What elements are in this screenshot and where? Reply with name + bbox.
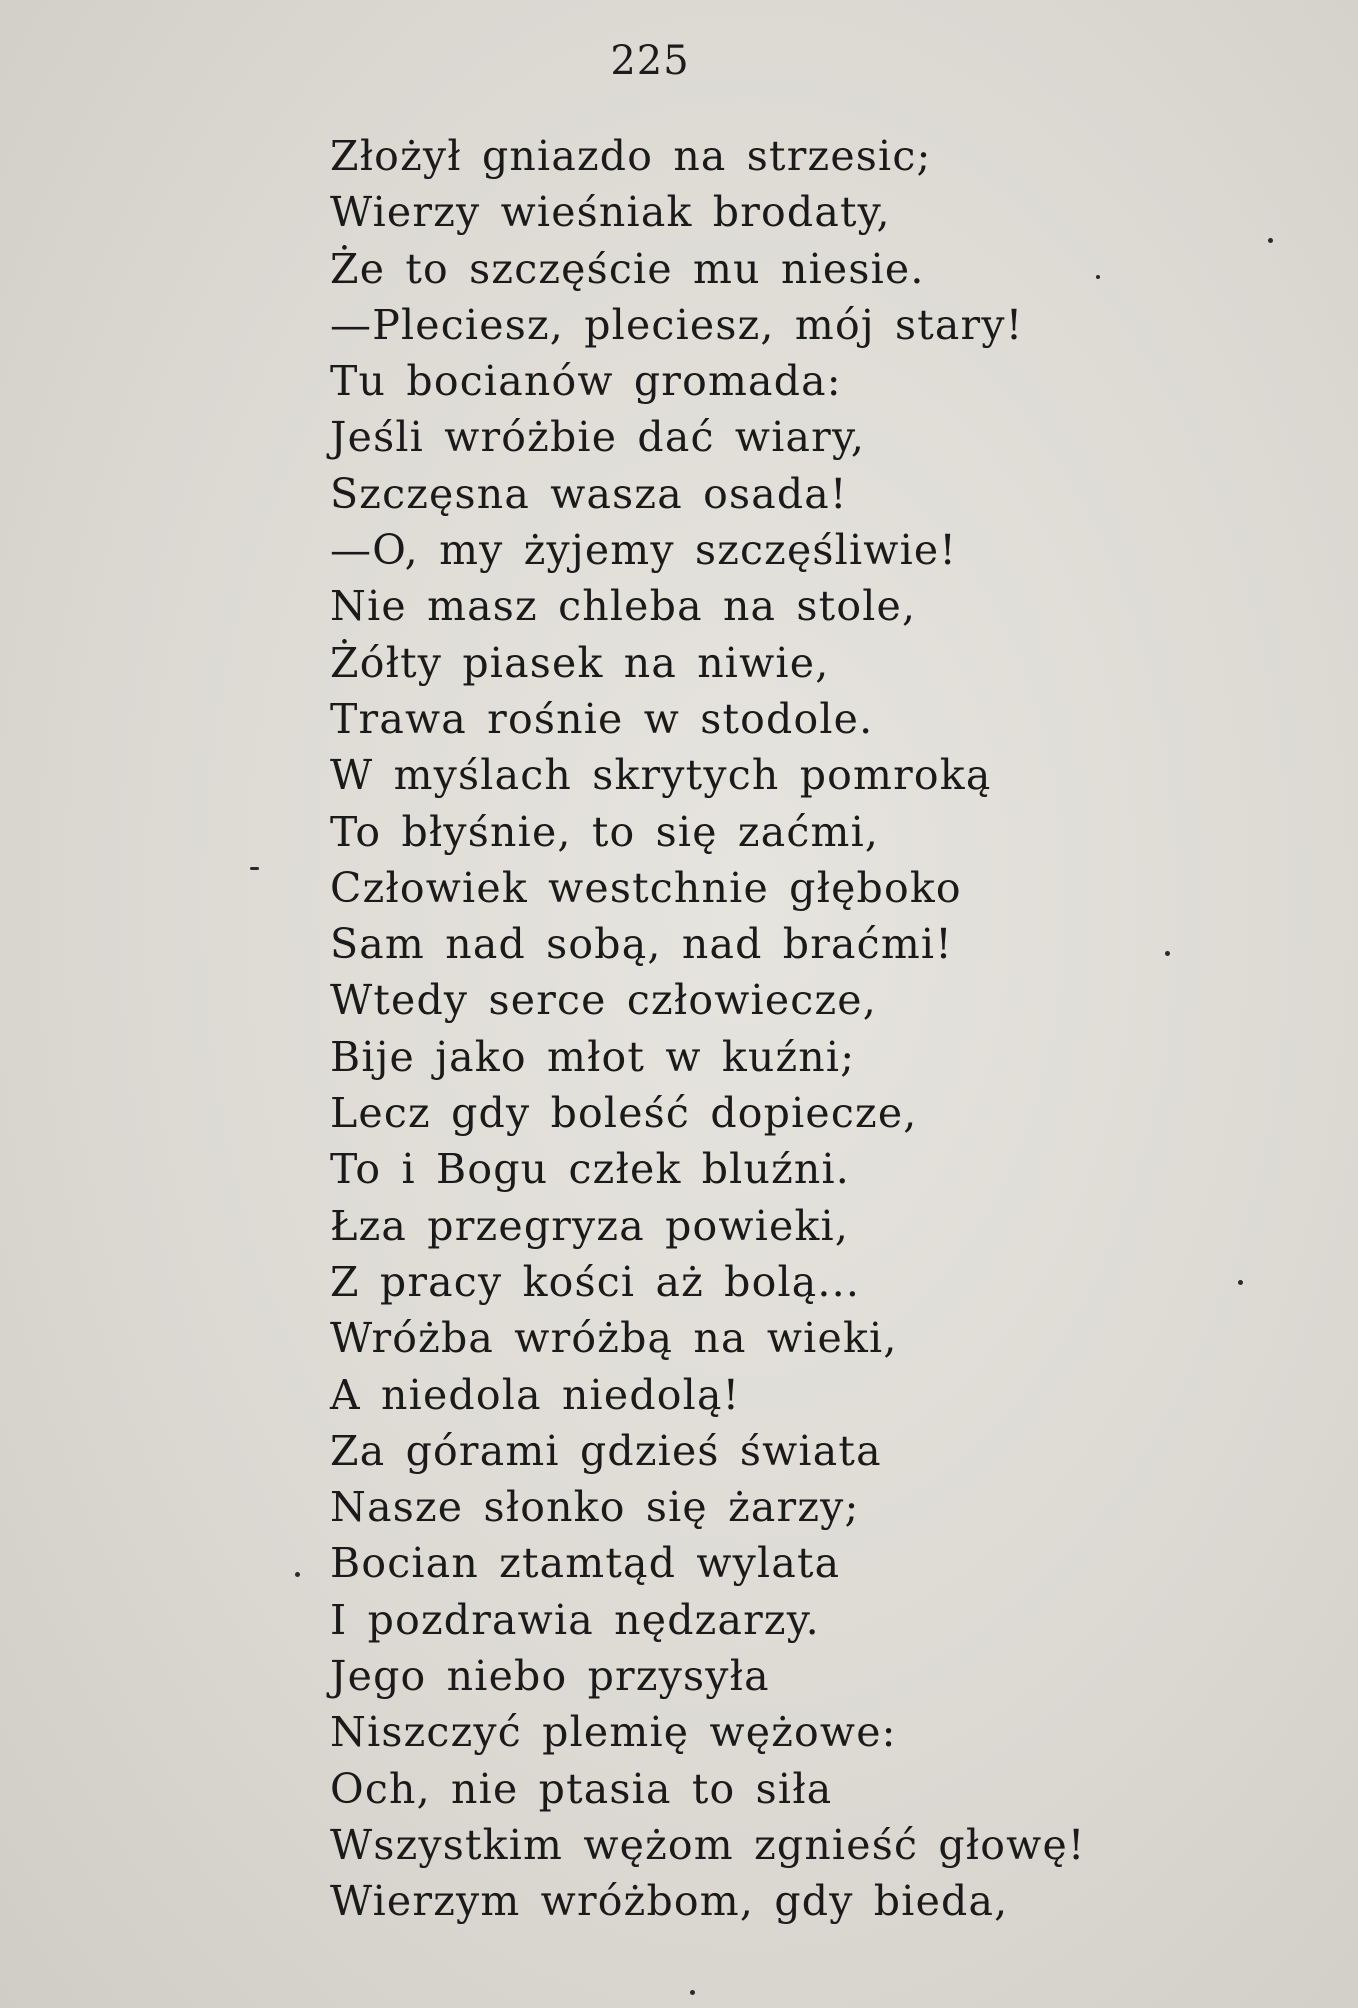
poem-line: Szczęsna wasza osada! xyxy=(330,469,848,518)
poem-line: Wierzym wróżbom, gdy bieda, xyxy=(330,1877,1009,1926)
poem-line: I pozdrawia nędzarzy. xyxy=(330,1595,820,1644)
paper-speck xyxy=(690,1990,695,1995)
poem-line: W myślach skrytych pomroką xyxy=(330,751,992,800)
poem-line: —Pleciesz, pleciesz, mój stary! xyxy=(330,300,1024,349)
poem-line: Łza przegryza powieki, xyxy=(330,1201,850,1250)
poem-line: Za górami gdzieś świata xyxy=(330,1426,882,1475)
poem-line: Lecz gdy boleść dopiecze, xyxy=(330,1089,918,1138)
poem-line: Niszczyć plemię wężowe: xyxy=(330,1708,897,1757)
page-number: 225 xyxy=(610,38,690,84)
paper-speck xyxy=(1096,275,1100,279)
poem-line: Nasze słonko się żarzy; xyxy=(330,1483,860,1532)
paper-speck xyxy=(1165,951,1170,956)
poem-line: Wróżba wróżbą na wieki, xyxy=(330,1314,898,1363)
poem-line: Trawa rośnie w stodole. xyxy=(330,694,874,743)
poem-line: To błyśnie, to się zaćmi, xyxy=(330,807,880,856)
poem-line: Człowiek westchnie głęboko xyxy=(330,863,962,912)
poem-line: Wtedy serce człowiecze, xyxy=(330,976,877,1025)
poem-line: Nie masz chleba na stole, xyxy=(330,582,917,631)
poem-line: Jego niebo przysyła xyxy=(330,1652,770,1701)
poem-line: —O, my żyjemy szczęśliwie! xyxy=(330,526,958,575)
paper-speck xyxy=(250,867,259,870)
poem-line: Złożył gniazdo na strzesic; xyxy=(330,132,932,180)
paper-speck xyxy=(1268,238,1273,243)
poem-line: Z pracy kości aż bolą... xyxy=(330,1257,861,1306)
poem-line: To i Bogu człek bluźni. xyxy=(330,1145,851,1194)
poem-line: Jeśli wróżbie dać wiary, xyxy=(330,413,866,462)
poem-line: Bije jako młot w kuźni; xyxy=(330,1032,856,1081)
poem-line: Że to szczęście mu niesie. xyxy=(330,244,925,293)
poem-line: Bocian ztamtąd wylata xyxy=(330,1539,841,1588)
poem-line: Och, nie ptasia to siła xyxy=(330,1764,833,1813)
poem-line: A niedola niedolą! xyxy=(330,1370,741,1419)
poem-line: Wierzy wieśniak brodaty, xyxy=(330,188,891,237)
paper-speck xyxy=(295,1572,300,1577)
poem-line: Sam nad sobą, nad braćmi! xyxy=(330,920,953,969)
poem-text xyxy=(330,128,1290,1930)
poem-line: Wszystkim wężom zgnieść głowę! xyxy=(330,1820,1086,1869)
paper-speck xyxy=(1238,1280,1243,1285)
poem-line: Tu bocianów gromada: xyxy=(330,357,842,406)
poem-line: Żółty piasek na niwie, xyxy=(330,638,830,687)
